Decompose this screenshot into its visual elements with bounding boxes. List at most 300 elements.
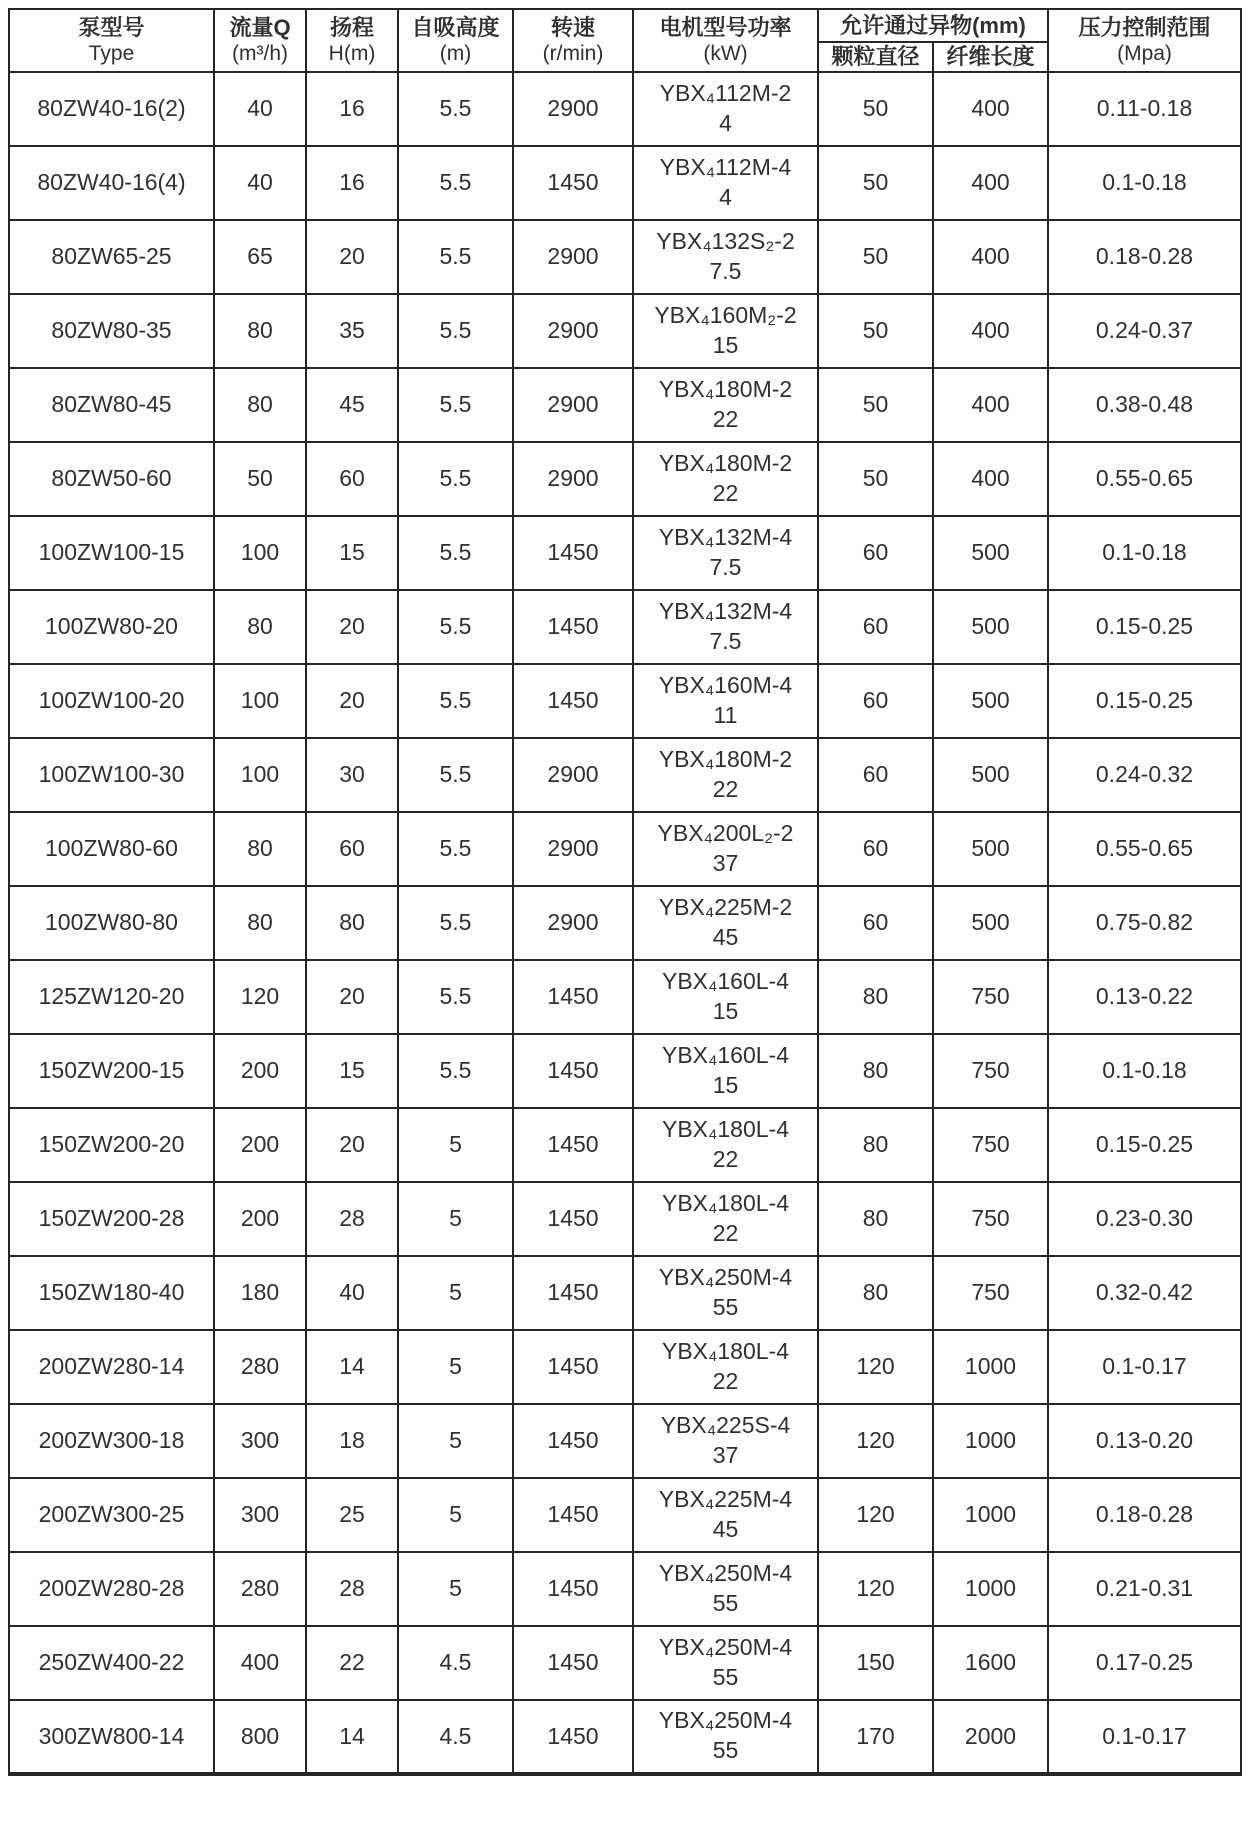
cell-suction: 5 xyxy=(398,1256,513,1330)
cell-fiber-length: 500 xyxy=(933,516,1048,590)
cell-motor xyxy=(633,72,818,146)
cell-speed: 1450 xyxy=(513,1108,633,1182)
cell-pressure-range: 0.13-0.22 xyxy=(1048,960,1241,1034)
cell-flow: 40 xyxy=(214,72,306,146)
cell-flow: 200 xyxy=(214,1108,306,1182)
cell-motor xyxy=(633,1552,818,1626)
motor-power: 7.5 xyxy=(709,257,742,284)
motor-power: 15 xyxy=(712,331,739,358)
cell-particle-diameter: 50 xyxy=(818,220,933,294)
header-suction-en: (m) xyxy=(439,42,472,66)
header-pressure-zh: 压力控制范围 xyxy=(1078,14,1211,40)
cell-pressure-range: 0.24-0.32 xyxy=(1048,738,1241,812)
cell-head: 20 xyxy=(306,664,398,738)
cell-head: 15 xyxy=(306,1034,398,1108)
motor-model: YBX₄160L-4 xyxy=(661,1041,790,1068)
cell-speed: 1450 xyxy=(513,1478,633,1552)
cell-particle-diameter: 60 xyxy=(818,738,933,812)
motor-model: YBX₄112M-2 xyxy=(659,79,792,106)
cell-fiber-length: 2000 xyxy=(933,1700,1048,1774)
cell-suction: 5.5 xyxy=(398,220,513,294)
cell-suction: 5.5 xyxy=(398,516,513,590)
header-motor-zh: 电机型号功率 xyxy=(659,14,792,40)
cell-flow: 400 xyxy=(214,1626,306,1700)
cell-head: 80 xyxy=(306,886,398,960)
cell-model: 200ZW300-25 xyxy=(9,1478,214,1552)
cell-model: 80ZW65-25 xyxy=(9,220,214,294)
header-row-1 xyxy=(9,9,1241,42)
cell-fiber-length: 500 xyxy=(933,590,1048,664)
motor-model: YBX₄250M-4 xyxy=(658,1263,793,1290)
cell-fiber-length: 1000 xyxy=(933,1330,1048,1404)
cell-pressure-range: 0.75-0.82 xyxy=(1048,886,1241,960)
cell-speed: 1450 xyxy=(513,1330,633,1404)
cell-flow: 280 xyxy=(214,1552,306,1626)
cell-fiber-length: 1000 xyxy=(933,1552,1048,1626)
cell-motor xyxy=(633,590,818,664)
cell-fiber-length: 400 xyxy=(933,368,1048,442)
cell-fiber-length: 1000 xyxy=(933,1478,1048,1552)
header-particle-diameter xyxy=(818,42,933,72)
cell-flow: 65 xyxy=(214,220,306,294)
cell-speed: 2900 xyxy=(513,738,633,812)
table-row xyxy=(9,1256,1241,1330)
header-debris xyxy=(818,9,1048,42)
cell-fiber-length: 750 xyxy=(933,1108,1048,1182)
cell-motor xyxy=(633,1034,818,1108)
cell-flow: 800 xyxy=(214,1700,306,1774)
cell-fiber-length: 500 xyxy=(933,886,1048,960)
table-row xyxy=(9,1330,1241,1404)
cell-flow: 100 xyxy=(214,664,306,738)
cell-flow: 80 xyxy=(214,294,306,368)
cell-pressure-range: 0.23-0.30 xyxy=(1048,1182,1241,1256)
cell-flow: 180 xyxy=(214,1256,306,1330)
header-head-zh: 扬程 xyxy=(329,14,374,40)
table-row xyxy=(9,294,1241,368)
cell-speed: 2900 xyxy=(513,72,633,146)
cell-motor xyxy=(633,1182,818,1256)
cell-head: 20 xyxy=(306,220,398,294)
cell-motor xyxy=(633,1108,818,1182)
motor-model: YBX₄132M-4 xyxy=(658,597,793,624)
header-pressure-en: (Mpa) xyxy=(1117,42,1172,66)
motor-model: YBX₄225S-4 xyxy=(660,1411,791,1438)
cell-model: 300ZW800-14 xyxy=(9,1700,214,1774)
header-flow-en: (m³/h) xyxy=(232,42,288,66)
cell-fiber-length: 1000 xyxy=(933,1404,1048,1478)
cell-pressure-range: 0.1-0.18 xyxy=(1048,146,1241,220)
cell-model: 150ZW180-40 xyxy=(9,1256,214,1330)
cell-head: 20 xyxy=(306,1108,398,1182)
cell-suction: 5 xyxy=(398,1330,513,1404)
cell-pressure-range: 0.17-0.25 xyxy=(1048,1626,1241,1700)
cell-motor xyxy=(633,1404,818,1478)
cell-head: 14 xyxy=(306,1330,398,1404)
cell-speed: 2900 xyxy=(513,220,633,294)
cell-motor xyxy=(633,294,818,368)
header-fiber-length-label: 纤维长度 xyxy=(946,44,1035,69)
cell-model: 150ZW200-28 xyxy=(9,1182,214,1256)
motor-model: YBX₄225M-2 xyxy=(658,893,793,920)
header-particle-diameter-label: 颗粒直径 xyxy=(831,44,920,69)
cell-motor xyxy=(633,664,818,738)
cell-head: 30 xyxy=(306,738,398,812)
cell-motor xyxy=(633,368,818,442)
cell-model: 80ZW40-16(4) xyxy=(9,146,214,220)
cell-particle-diameter: 60 xyxy=(818,886,933,960)
table-row xyxy=(9,1626,1241,1700)
motor-model: YBX₄180M-2 xyxy=(658,449,793,476)
cell-pressure-range: 0.15-0.25 xyxy=(1048,664,1241,738)
cell-pressure-range: 0.55-0.65 xyxy=(1048,812,1241,886)
motor-power: 22 xyxy=(712,405,739,432)
cell-head: 20 xyxy=(306,960,398,1034)
cell-model: 200ZW300-18 xyxy=(9,1404,214,1478)
header-pump-type xyxy=(9,9,214,72)
cell-head: 16 xyxy=(306,72,398,146)
cell-suction: 4.5 xyxy=(398,1700,513,1774)
cell-fiber-length: 400 xyxy=(933,220,1048,294)
cell-head: 40 xyxy=(306,1256,398,1330)
motor-power: 11 xyxy=(713,701,738,728)
cell-motor xyxy=(633,960,818,1034)
table-header xyxy=(9,9,1241,72)
cell-flow: 80 xyxy=(214,590,306,664)
cell-particle-diameter: 60 xyxy=(818,516,933,590)
cell-particle-diameter: 80 xyxy=(818,1108,933,1182)
cell-speed: 1450 xyxy=(513,1034,633,1108)
cell-model: 80ZW40-16(2) xyxy=(9,72,214,146)
cell-speed: 1450 xyxy=(513,664,633,738)
motor-power: 55 xyxy=(712,1737,739,1763)
cell-head: 15 xyxy=(306,516,398,590)
motor-model: YBX₄250M-4 xyxy=(658,1707,793,1734)
cell-particle-diameter: 50 xyxy=(818,442,933,516)
cell-motor xyxy=(633,812,818,886)
cell-model: 250ZW400-22 xyxy=(9,1626,214,1700)
cell-suction: 5.5 xyxy=(398,442,513,516)
cell-head: 14 xyxy=(306,1700,398,1774)
cell-particle-diameter: 150 xyxy=(818,1626,933,1700)
table-row xyxy=(9,1700,1241,1774)
cell-fiber-length: 400 xyxy=(933,442,1048,516)
motor-model: YBX₄180L-4 xyxy=(661,1189,790,1216)
cell-model: 80ZW80-35 xyxy=(9,294,214,368)
cell-head: 60 xyxy=(306,812,398,886)
cell-suction: 5 xyxy=(398,1478,513,1552)
cell-motor xyxy=(633,1626,818,1700)
motor-power: 7.5 xyxy=(709,627,742,654)
cell-suction: 5 xyxy=(398,1108,513,1182)
cell-head: 16 xyxy=(306,146,398,220)
motor-power: 55 xyxy=(712,1293,739,1320)
motor-power: 45 xyxy=(712,1515,739,1542)
table-row xyxy=(9,1478,1241,1552)
motor-model: YBX₄160L-4 xyxy=(661,967,790,994)
cell-head: 60 xyxy=(306,442,398,516)
cell-pressure-range: 0.1-0.17 xyxy=(1048,1700,1241,1774)
cell-suction: 5.5 xyxy=(398,294,513,368)
cell-motor xyxy=(633,146,818,220)
cell-particle-diameter: 60 xyxy=(818,812,933,886)
header-suction xyxy=(398,9,513,72)
motor-model: YBX₄200L₂-2 xyxy=(657,819,794,846)
table-row xyxy=(9,146,1241,220)
cell-motor xyxy=(633,1478,818,1552)
cell-speed: 1450 xyxy=(513,1552,633,1626)
cell-model: 125ZW120-20 xyxy=(9,960,214,1034)
cell-fiber-length: 500 xyxy=(933,738,1048,812)
table-row xyxy=(9,960,1241,1034)
cell-speed: 2900 xyxy=(513,886,633,960)
header-head xyxy=(306,9,398,72)
cell-pressure-range: 0.18-0.28 xyxy=(1048,220,1241,294)
header-debris-zh: 允许通过异物(mm) xyxy=(840,12,1026,38)
cell-suction: 5.5 xyxy=(398,368,513,442)
motor-power: 22 xyxy=(712,1367,739,1394)
header-motor xyxy=(633,9,818,72)
cell-suction: 5 xyxy=(398,1182,513,1256)
pump-spec-table xyxy=(8,8,1242,1776)
cell-flow: 200 xyxy=(214,1182,306,1256)
motor-model: YBX₄180L-4 xyxy=(661,1115,790,1142)
cell-particle-diameter: 170 xyxy=(818,1700,933,1774)
cell-head: 20 xyxy=(306,590,398,664)
header-pump-type-en: Type xyxy=(88,42,135,66)
cell-particle-diameter: 120 xyxy=(818,1404,933,1478)
cell-flow: 40 xyxy=(214,146,306,220)
cell-flow: 80 xyxy=(214,368,306,442)
motor-model: YBX₄180L-4 xyxy=(661,1337,790,1364)
cell-particle-diameter: 50 xyxy=(818,294,933,368)
motor-power: 22 xyxy=(712,1219,739,1246)
cell-head: 18 xyxy=(306,1404,398,1478)
motor-model: YBX₄132S₂-2 xyxy=(656,227,795,254)
motor-power: 7.5 xyxy=(709,553,742,580)
motor-power: 55 xyxy=(712,1663,739,1690)
cell-model: 100ZW80-60 xyxy=(9,812,214,886)
cell-pressure-range: 0.1-0.18 xyxy=(1048,516,1241,590)
cell-pressure-range: 0.11-0.18 xyxy=(1048,72,1241,146)
cell-fiber-length: 750 xyxy=(933,1182,1048,1256)
cell-particle-diameter: 50 xyxy=(818,146,933,220)
cell-particle-diameter: 80 xyxy=(818,1256,933,1330)
cell-pressure-range: 0.18-0.28 xyxy=(1048,1478,1241,1552)
cell-particle-diameter: 80 xyxy=(818,1182,933,1256)
cell-suction: 5 xyxy=(398,1552,513,1626)
cell-pressure-range: 0.1-0.18 xyxy=(1048,1034,1241,1108)
cell-suction: 5.5 xyxy=(398,590,513,664)
motor-power: 4 xyxy=(719,109,732,136)
motor-model: YBX₄250M-4 xyxy=(658,1559,793,1586)
cell-particle-diameter: 120 xyxy=(818,1478,933,1552)
cell-suction: 5.5 xyxy=(398,1034,513,1108)
cell-flow: 80 xyxy=(214,886,306,960)
cell-particle-diameter: 80 xyxy=(818,1034,933,1108)
cell-speed: 1450 xyxy=(513,1404,633,1478)
cell-motor xyxy=(633,442,818,516)
table-row xyxy=(9,738,1241,812)
cell-suction: 5.5 xyxy=(398,146,513,220)
table-body xyxy=(9,72,1241,1774)
cell-fiber-length: 1600 xyxy=(933,1626,1048,1700)
cell-speed: 1450 xyxy=(513,960,633,1034)
cell-fiber-length: 400 xyxy=(933,146,1048,220)
cell-fiber-length: 500 xyxy=(933,664,1048,738)
cell-motor xyxy=(633,738,818,812)
cell-pressure-range: 0.38-0.48 xyxy=(1048,368,1241,442)
motor-power: 4 xyxy=(719,183,732,210)
cell-flow: 100 xyxy=(214,516,306,590)
cell-pressure-range: 0.55-0.65 xyxy=(1048,442,1241,516)
motor-power: 37 xyxy=(712,849,739,876)
cell-pressure-range: 0.24-0.37 xyxy=(1048,294,1241,368)
cell-suction: 5.5 xyxy=(398,886,513,960)
cell-suction: 5.5 xyxy=(398,812,513,886)
cell-head: 45 xyxy=(306,368,398,442)
cell-head: 22 xyxy=(306,1626,398,1700)
motor-power: 22 xyxy=(712,775,739,802)
cell-speed: 1450 xyxy=(513,1626,633,1700)
cell-pressure-range: 0.1-0.17 xyxy=(1048,1330,1241,1404)
cell-speed: 1450 xyxy=(513,590,633,664)
cell-model: 100ZW100-20 xyxy=(9,664,214,738)
cell-suction: 4.5 xyxy=(398,1626,513,1700)
table-row xyxy=(9,1108,1241,1182)
cell-particle-diameter: 50 xyxy=(818,368,933,442)
header-speed-zh: 转速 xyxy=(550,14,595,40)
cell-fiber-length: 500 xyxy=(933,812,1048,886)
header-speed xyxy=(513,9,633,72)
header-motor-en: (kW) xyxy=(703,42,748,66)
cell-head: 25 xyxy=(306,1478,398,1552)
cell-flow: 280 xyxy=(214,1330,306,1404)
motor-power: 37 xyxy=(712,1441,739,1468)
table-row xyxy=(9,812,1241,886)
cell-speed: 1450 xyxy=(513,1256,633,1330)
cell-speed: 1450 xyxy=(513,1700,633,1774)
motor-model: YBX₄180M-2 xyxy=(658,745,793,772)
motor-power: 22 xyxy=(712,479,739,506)
motor-model: YBX₄160M₂-2 xyxy=(654,301,797,328)
cell-model: 150ZW200-20 xyxy=(9,1108,214,1182)
table-row xyxy=(9,1182,1241,1256)
cell-particle-diameter: 120 xyxy=(818,1330,933,1404)
cell-speed: 2900 xyxy=(513,368,633,442)
cell-motor xyxy=(633,886,818,960)
cell-head: 28 xyxy=(306,1552,398,1626)
motor-model: YBX₄112M-4 xyxy=(659,153,792,180)
cell-suction: 5.5 xyxy=(398,72,513,146)
motor-power: 15 xyxy=(712,1071,739,1098)
cell-flow: 80 xyxy=(214,812,306,886)
motor-model: YBX₄225M-4 xyxy=(658,1485,793,1512)
cell-model: 100ZW100-30 xyxy=(9,738,214,812)
cell-flow: 50 xyxy=(214,442,306,516)
table-row xyxy=(9,886,1241,960)
table-row xyxy=(9,590,1241,664)
cell-flow: 100 xyxy=(214,738,306,812)
cell-motor xyxy=(633,516,818,590)
cell-fiber-length: 400 xyxy=(933,72,1048,146)
table-row xyxy=(9,368,1241,442)
cell-model: 100ZW100-15 xyxy=(9,516,214,590)
motor-model: YBX₄180M-2 xyxy=(658,375,793,402)
cell-fiber-length: 750 xyxy=(933,1256,1048,1330)
cell-model: 200ZW280-28 xyxy=(9,1552,214,1626)
header-flow-zh: 流量Q xyxy=(229,14,291,40)
cell-suction: 5 xyxy=(398,1404,513,1478)
motor-power: 15 xyxy=(712,997,739,1024)
cell-speed: 1450 xyxy=(513,146,633,220)
cell-pressure-range: 0.21-0.31 xyxy=(1048,1552,1241,1626)
cell-flow: 300 xyxy=(214,1404,306,1478)
cell-fiber-length: 400 xyxy=(933,294,1048,368)
cell-motor xyxy=(633,1256,818,1330)
header-speed-en: (r/min) xyxy=(542,42,604,66)
motor-model: YBX₄250M-4 xyxy=(658,1633,793,1660)
cell-suction: 5.5 xyxy=(398,960,513,1034)
cell-particle-diameter: 50 xyxy=(818,72,933,146)
cell-fiber-length: 750 xyxy=(933,1034,1048,1108)
cell-flow: 120 xyxy=(214,960,306,1034)
cell-model: 100ZW80-20 xyxy=(9,590,214,664)
cell-flow: 300 xyxy=(214,1478,306,1552)
cell-speed: 2900 xyxy=(513,294,633,368)
cell-pressure-range: 0.13-0.20 xyxy=(1048,1404,1241,1478)
motor-power: 45 xyxy=(712,923,739,950)
cell-motor xyxy=(633,1700,818,1774)
motor-model: YBX₄160M-4 xyxy=(658,671,793,698)
cell-fiber-length: 750 xyxy=(933,960,1048,1034)
cell-motor xyxy=(633,1330,818,1404)
header-pump-type-zh: 泵型号 xyxy=(78,14,145,40)
table-row xyxy=(9,1404,1241,1478)
cell-particle-diameter: 60 xyxy=(818,664,933,738)
table-row xyxy=(9,72,1241,146)
cell-model: 200ZW280-14 xyxy=(9,1330,214,1404)
table-row xyxy=(9,220,1241,294)
cell-model: 80ZW50-60 xyxy=(9,442,214,516)
cell-speed: 2900 xyxy=(513,442,633,516)
cell-model: 150ZW200-15 xyxy=(9,1034,214,1108)
motor-power: 55 xyxy=(712,1589,739,1616)
cell-model: 100ZW80-80 xyxy=(9,886,214,960)
table-row xyxy=(9,516,1241,590)
cell-speed: 1450 xyxy=(513,516,633,590)
table-row xyxy=(9,1552,1241,1626)
header-fiber-length xyxy=(933,42,1048,72)
cell-model: 80ZW80-45 xyxy=(9,368,214,442)
cell-pressure-range: 0.15-0.25 xyxy=(1048,590,1241,664)
table-row xyxy=(9,442,1241,516)
cell-flow: 200 xyxy=(214,1034,306,1108)
header-head-en: H(m) xyxy=(328,42,376,66)
table-row xyxy=(9,664,1241,738)
cell-motor xyxy=(633,220,818,294)
cell-particle-diameter: 80 xyxy=(818,960,933,1034)
cell-head: 28 xyxy=(306,1182,398,1256)
header-flow xyxy=(214,9,306,72)
cell-pressure-range: 0.32-0.42 xyxy=(1048,1256,1241,1330)
cell-speed: 1450 xyxy=(513,1182,633,1256)
motor-model: YBX₄132M-4 xyxy=(658,523,793,550)
cell-pressure-range: 0.15-0.25 xyxy=(1048,1108,1241,1182)
table-row xyxy=(9,1034,1241,1108)
header-suction-zh: 自吸高度 xyxy=(411,14,500,40)
cell-particle-diameter: 120 xyxy=(818,1552,933,1626)
